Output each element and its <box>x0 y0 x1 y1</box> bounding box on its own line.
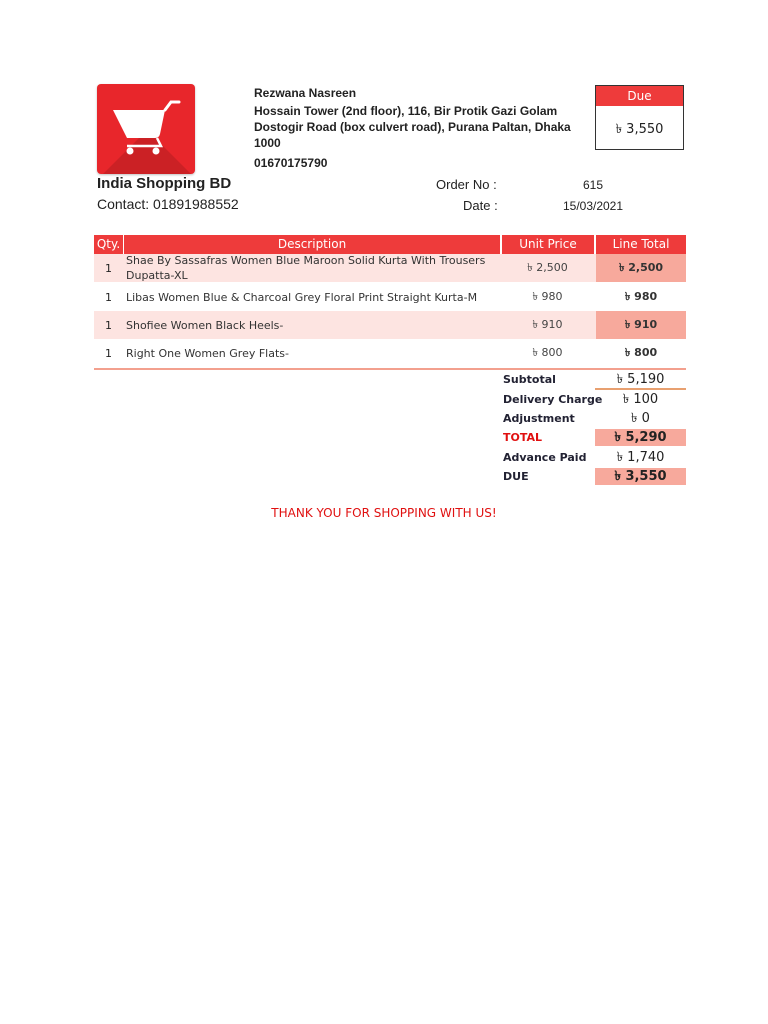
row-line-total: ৳ 910 <box>596 311 686 339</box>
shop-logo <box>97 84 195 174</box>
table-divider <box>94 368 686 370</box>
advance-paid-value: ৳ 1,740 <box>616 450 665 465</box>
row-qty: 1 <box>105 346 112 360</box>
advance-paid-label: Advance Paid <box>503 451 587 464</box>
order-date: 15/03/2021 <box>562 199 624 213</box>
customer-name: Rezwana Nasreen <box>254 86 357 100</box>
row-qty: 1 <box>105 318 112 332</box>
total-label: TOTAL <box>503 431 543 444</box>
table-row <box>94 311 686 339</box>
subtotal-label: Subtotal <box>503 373 556 386</box>
delivery-charge-label: Delivery Charge <box>503 393 603 406</box>
customer-address: Hossain Tower (2nd floor), 116, Bir Protik Gazi Golam Dostogir Road (box culvert road), Purana Paltan, Dhaka 1000 <box>254 104 571 150</box>
shop-name: India Shopping BD <box>97 175 232 192</box>
row-description: Libas Women Blue & Charcoal Grey Floral Print Straight Kurta-M <box>126 290 478 304</box>
due-label: DUE <box>503 470 529 483</box>
row-description: Shofiee Women Black Heels- <box>126 318 284 332</box>
order-date-label: Date : <box>463 198 498 213</box>
adjustment-label: Adjustment <box>503 412 575 425</box>
due-box-amount: ৳ 3,550 <box>615 122 664 137</box>
line-total-header: Line Total <box>596 235 686 254</box>
qty-header: Qty. <box>94 235 123 254</box>
row-unit-price: ৳ 910 <box>532 317 563 331</box>
row-unit-price: ৳ 800 <box>532 345 563 359</box>
delivery-charge-value: ৳ 100 <box>622 392 659 407</box>
description-header: Description <box>124 235 500 254</box>
table-row <box>94 339 686 367</box>
row-description: Shae By Sassafras Women Blue Maroon Solid Kurta With Trousers Dupatta-XL <box>126 254 486 282</box>
row-unit-price: ৳ 980 <box>532 289 563 303</box>
due-box-label: Due <box>596 86 683 106</box>
adjustment-value: ৳ 0 <box>631 411 650 426</box>
customer-phone: 01670175790 <box>254 156 328 170</box>
row-line-total: ৳ 980 <box>624 289 658 303</box>
unit-price-header: Unit Price <box>502 235 594 254</box>
row-line-total: ৳ 2,500 <box>596 254 686 282</box>
row-qty: 1 <box>105 290 112 304</box>
total-value: ৳ 5,290 <box>595 429 686 446</box>
items-table-header <box>94 235 686 254</box>
shopping-cart-icon <box>97 84 195 174</box>
shop-contact: Contact: 01891988552 <box>97 196 239 212</box>
due-value: ৳ 3,550 <box>595 468 686 485</box>
subtotal-value: ৳ 5,190 <box>595 371 686 390</box>
order-number: 615 <box>582 178 604 192</box>
order-number-label: Order No : <box>436 177 497 192</box>
due-summary-box <box>595 85 684 150</box>
row-line-total: ৳ 800 <box>624 345 658 359</box>
row-description: Right One Women Grey Flats- <box>126 346 289 360</box>
table-row <box>94 283 686 311</box>
row-qty: 1 <box>105 261 112 275</box>
row-unit-price: ৳ 2,500 <box>527 260 568 274</box>
table-row <box>94 254 686 282</box>
thank-you-message: THANK YOU FOR SHOPPING WITH US! <box>271 506 497 520</box>
